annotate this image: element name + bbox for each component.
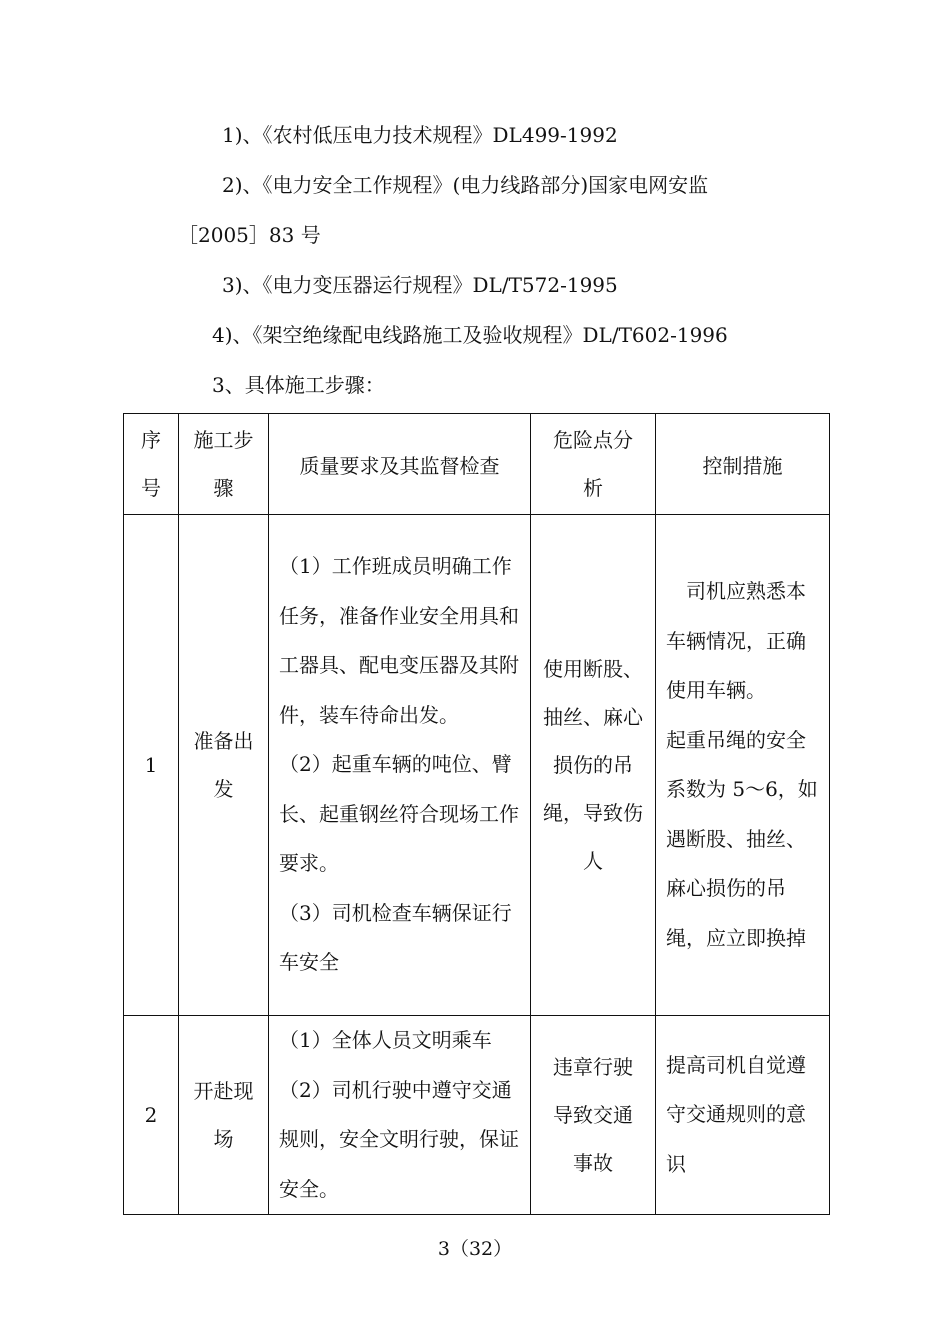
header-no-line: 序 xyxy=(141,428,161,452)
section-heading: 3、具体施工步骤： xyxy=(212,373,385,397)
row-2-control xyxy=(656,1016,830,1215)
header-quality-label: 质量要求及其监督检查 xyxy=(299,453,500,478)
quality-item: （1）工作班成员明确工作任务，准备作业安全用具和工器具、配电变压器及其附件，装车待命出发。 xyxy=(279,554,519,727)
row-step-line: 准备出 xyxy=(193,729,254,753)
risk-line: 人 xyxy=(583,849,603,873)
reference-2-continuation: ［2005］83 号 xyxy=(178,223,321,247)
risk-line: 违章行驶 xyxy=(553,1055,633,1079)
row-2-quality xyxy=(269,1016,531,1215)
row-2-no xyxy=(124,1016,179,1215)
header-no xyxy=(124,414,179,515)
risk-line: 导致交通 xyxy=(553,1103,633,1127)
table-header-row xyxy=(124,414,830,515)
risk-line: 损伤的吊 xyxy=(553,753,633,777)
header-risk-line: 析 xyxy=(583,476,603,500)
reference-3: 3)、《电力变压器运行规程》DL/T572-1995 xyxy=(222,273,618,297)
control-item: 起重吊绳的安全系数为 5～6，如遇断股、抽丝、麻心损伤的吊绳，应立即换掉 xyxy=(666,727,818,950)
header-no-line: 号 xyxy=(141,476,161,500)
header-control xyxy=(656,414,830,515)
row-1-control xyxy=(656,515,830,1016)
header-quality xyxy=(269,414,531,515)
row-step-line: 发 xyxy=(213,777,234,801)
row-1-risk xyxy=(531,515,656,1016)
risk-line: 事故 xyxy=(573,1151,613,1175)
quality-item: （2）起重车辆的吨位、臂长、起重钢丝符合现场工作要求。 xyxy=(279,752,519,876)
page-number: 3（32） xyxy=(437,1238,513,1260)
risk-line: 使用断股、 xyxy=(543,657,643,681)
table-row xyxy=(124,515,830,1016)
row-2-step xyxy=(179,1016,269,1215)
quality-item: （2）司机行驶中遵守交通规则，安全文明行驶，保证安全。 xyxy=(279,1077,519,1201)
header-step-line: 施工步 xyxy=(193,428,254,452)
row-no-value: 2 xyxy=(144,1103,158,1127)
quality-item: （3）司机检查车辆保证行车安全 xyxy=(279,900,512,975)
header-step xyxy=(179,414,269,515)
control-item: 司机应熟悉本车辆情况，正确使用车辆。 xyxy=(666,579,806,702)
row-no-value: 1 xyxy=(144,753,158,777)
table-row xyxy=(124,1016,830,1215)
row-step-line: 场 xyxy=(213,1127,234,1151)
header-risk xyxy=(531,414,656,515)
quality-item: （1）全体人员文明乘车 xyxy=(279,1028,492,1052)
risk-line: 绳，导致伤 xyxy=(543,801,643,825)
reference-4: 4)、《架空绝缘配电线路施工及验收规程》DL/T602-1996 xyxy=(212,323,728,347)
row-step-line: 开赴现 xyxy=(193,1079,254,1103)
control-item: 提高司机自觉遵守交通规则的意识 xyxy=(666,1052,806,1176)
risk-line: 抽丝、麻心 xyxy=(543,705,643,729)
row-1-quality xyxy=(269,515,531,1016)
header-control-label: 控制措施 xyxy=(702,453,783,478)
row-2-risk xyxy=(531,1016,656,1215)
construction-steps-table xyxy=(123,413,830,1215)
row-1-no xyxy=(124,515,179,1016)
header-risk-line: 危险点分 xyxy=(553,428,633,452)
row-1-step xyxy=(179,515,269,1016)
header-step-line: 骤 xyxy=(213,476,234,500)
reference-1: 1)、《农村低压电力技术规程》DL499-1992 xyxy=(222,123,618,147)
reference-2: 2)、《电力安全工作规程》(电力线路部分)国家电网安监 xyxy=(222,173,709,197)
